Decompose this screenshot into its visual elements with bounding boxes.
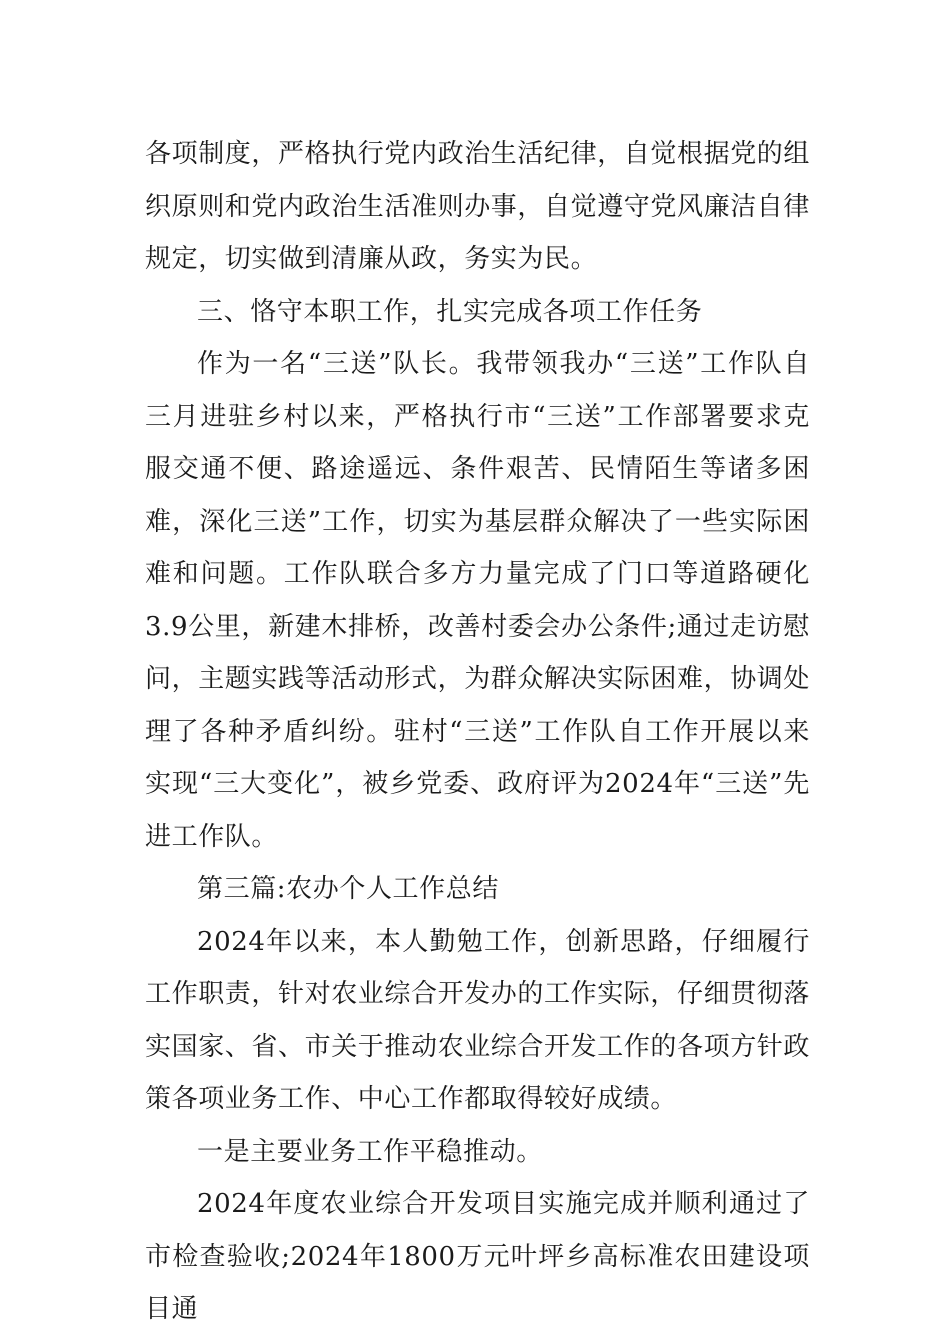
paragraph-1: 各项制度，严格执行党内政治生活纪律，自觉根据党的组织原则和党内政治生活准则办事，自觉遵守党风廉洁自律规定，切实做到清廉从政，务实为民。: [145, 139, 811, 274]
article-heading-3: 第三篇:农办个人工作总结: [197, 874, 499, 904]
paragraph-4: 2024年度农业综合开发项目实施完成并顺利通过了市检查验收;2024年1800万元叶坪乡高标准农田建设项目通: [145, 1189, 810, 1324]
document-body: [145, 128, 810, 1336]
paragraph-2: 作为一名“三送”队长。我带领我办“三送”工作队自三月进驻乡村以来，严格执行市“三送”工作部署要求克服交通不便、路途遥远、条件艰苦、民情陌生等诸多困难，深化三送”工作，切实为基层群众解决了一些实际困难和问题。工作队联合多方力量完成了门口等道路硬化3.9公里，新建木排桥，改善村委会办公条件;通过走访慰问，主题实践等活动形式，为群众解决实际困难，协调处理了各种矛盾纠纷。驻村“三送”工作队自工作开展以来实现“三大变化”，被乡党委、政府评为2024年“三送”先进工作队。: [145, 349, 811, 852]
paragraph-3: 2024年以来，本人勤勉工作，创新思路，仔细履行工作职责，针对农业综合开发办的工作实际，仔细贯彻落实国家、省、市关于推动农业综合开发工作的各项方针政策各项业务工作、中心工作都取得较好成绩。: [145, 926, 811, 1114]
subheading-1: 一是主要业务工作平稳推动。: [197, 1136, 543, 1167]
section-heading-3: 三、恪守本职工作，扎实完成各项工作任务: [197, 296, 703, 327]
